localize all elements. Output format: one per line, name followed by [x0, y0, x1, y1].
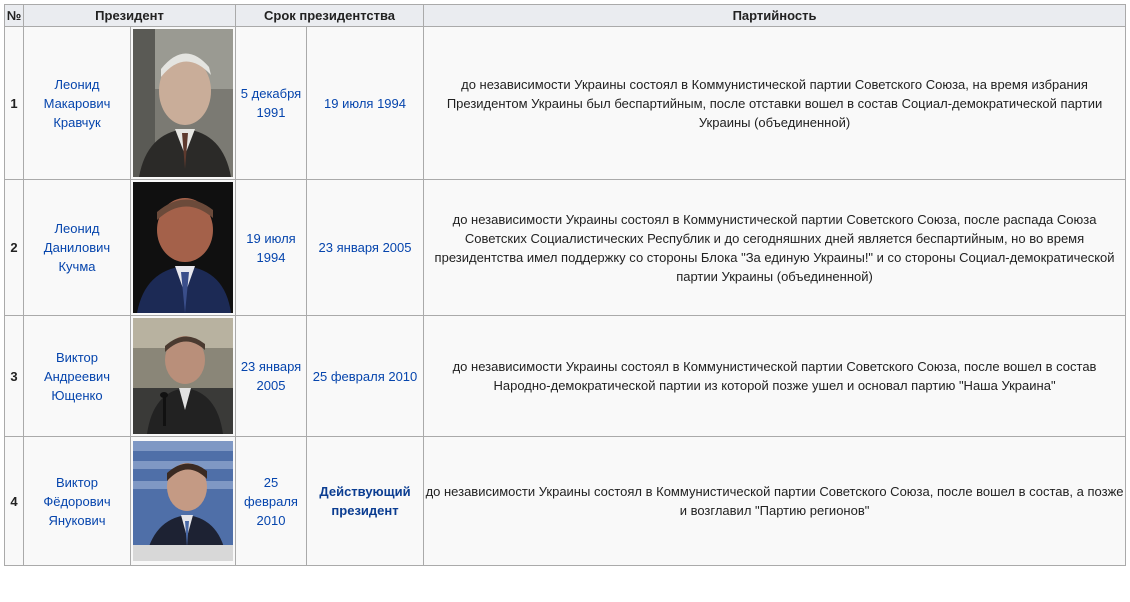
term-end-link[interactable]: 19 июля 1994: [307, 27, 424, 180]
president-photo[interactable]: [133, 441, 233, 561]
header-term[interactable]: Срок президентства: [236, 5, 424, 27]
header-president[interactable]: Президент: [24, 5, 236, 27]
table-row: [5, 437, 1126, 566]
row-number: 2: [5, 180, 24, 316]
row-number: 3: [5, 316, 24, 437]
president-name-link[interactable]: Леонид Данилович Кучма: [24, 180, 131, 316]
president-photo[interactable]: [133, 182, 233, 313]
party-affiliation: до независимости Украины состоял в Коммунистической партии Советского Союза, после распада Союза Советских Социалистических Республик и до сегодняшних дней является беспартийным, но во время президентства имел поддержку со стороны Блока "За единую Украины!" и со стороны Социал-демократической партии Украины (объединенной): [424, 180, 1126, 316]
table-row: [5, 180, 1126, 316]
table-row: [5, 316, 1126, 437]
term-start-link[interactable]: 19 июля 1994: [236, 180, 307, 316]
president-photo-cell: [131, 27, 236, 180]
president-photo-cell: [131, 437, 236, 566]
president-photo[interactable]: [133, 29, 233, 177]
president-photo[interactable]: [133, 318, 233, 434]
term-start-link[interactable]: 25 февраля 2010: [236, 437, 307, 566]
row-number: 4: [5, 437, 24, 566]
president-photo-cell: [131, 180, 236, 316]
president-name-link[interactable]: Виктор Андреевич Ющенко: [24, 316, 131, 437]
header-party[interactable]: Партийность: [424, 5, 1126, 27]
party-affiliation: до независимости Украины состоял в Коммунистической партии Советского Союза, после вошел в состав, а позже и возглавил "Партию регионов": [424, 437, 1126, 566]
term-end-link[interactable]: 25 февраля 2010: [307, 316, 424, 437]
term-end-current[interactable]: Действующий президент: [307, 437, 424, 566]
term-start-link[interactable]: 5 декабря 1991: [236, 27, 307, 180]
row-number: 1: [5, 27, 24, 180]
president-name-link[interactable]: Леонид Макарович Кравчук: [24, 27, 131, 180]
term-start-link[interactable]: 23 января 2005: [236, 316, 307, 437]
party-affiliation: до независимости Украины состоял в Коммунистической партии Советского Союза, на время избрания Президентом Украины был беспартийным, после отставки вошел в состав Социал-демократической партии Украины (объединенной): [424, 27, 1126, 180]
term-end-link[interactable]: 23 января 2005: [307, 180, 424, 316]
header-row: [5, 5, 1126, 27]
header-number[interactable]: №: [5, 5, 24, 27]
party-affiliation: до независимости Украины состоял в Коммунистической партии Советского Союза, после вошел в состав Народно-демократической партии из которой позже ушел и основал партию "Наша Украина": [424, 316, 1126, 437]
presidents-table-container: [4, 4, 1126, 567]
portrait-image: [133, 182, 233, 313]
portrait-image: [133, 318, 233, 434]
portrait-image: [133, 441, 233, 561]
presidents-table: [4, 4, 1126, 566]
president-photo-cell: [131, 316, 236, 437]
table-row: [5, 27, 1126, 180]
portrait-image: [133, 29, 233, 177]
president-name-link[interactable]: Виктор Фёдорович Янукович: [24, 437, 131, 566]
